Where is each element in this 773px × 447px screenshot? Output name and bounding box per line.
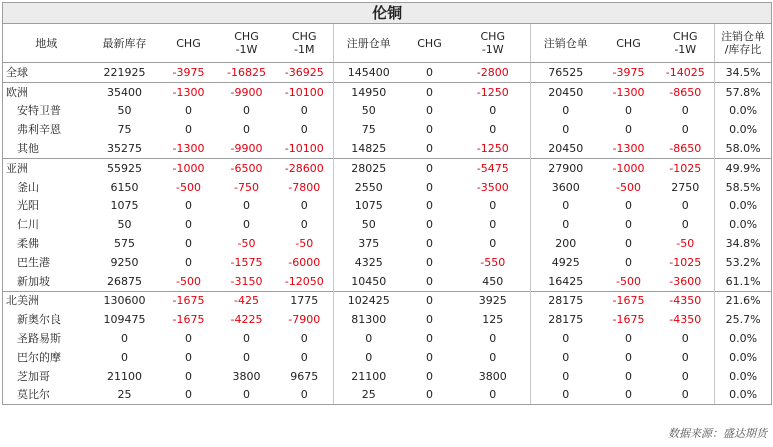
table-row <box>3 102 772 121</box>
value-cell: 0 <box>426 104 433 118</box>
value-cell: 0 <box>121 332 128 346</box>
value-cell: 0 <box>426 274 433 288</box>
value-cell: -1250 <box>456 139 531 158</box>
value-cell: 0 <box>243 199 250 213</box>
region-cell: 其他 <box>3 139 90 158</box>
value-cell: 0 <box>365 332 373 346</box>
value-cell: 0 <box>657 386 715 405</box>
column-header: 注销仓单 /库存比 <box>715 24 772 63</box>
value-cell: 0 <box>601 386 657 405</box>
table-row <box>3 329 772 348</box>
value-cell: -1300 <box>172 142 205 156</box>
column-header: CHG -1W <box>456 24 531 63</box>
value-cell: 0 <box>218 386 276 405</box>
table-row <box>3 82 772 101</box>
value-cell: 0.0% <box>715 348 772 367</box>
value-cell: 0 <box>625 104 632 118</box>
value-cell: -6000 <box>276 253 334 272</box>
value-cell: 0 <box>562 104 570 118</box>
value-cell: -4225 <box>230 313 263 327</box>
value-cell: 0 <box>657 367 715 386</box>
value-cell: 0 <box>243 218 250 232</box>
region-cell: 新奥尔良 <box>3 310 90 329</box>
value-cell: -1675 <box>601 291 657 310</box>
header-row <box>3 24 772 63</box>
value-cell: -1300 <box>160 82 218 101</box>
value-cell: -50 <box>276 234 334 253</box>
value-cell: 16425 <box>548 274 584 288</box>
table-row <box>3 197 772 216</box>
value-cell: 27900 <box>531 158 601 177</box>
value-cell: 375 <box>358 237 380 251</box>
value-cell: -10100 <box>276 139 334 158</box>
value-cell: 0 <box>657 329 715 348</box>
value-cell: 21100 <box>351 369 387 383</box>
value-cell: 3800 <box>456 367 531 386</box>
value-cell: 0 <box>276 197 334 216</box>
value-cell: -10100 <box>276 82 334 101</box>
value-cell: 0 <box>456 120 531 139</box>
value-cell: -7800 <box>276 178 334 197</box>
value-cell: -3600 <box>657 272 715 291</box>
value-cell: 0 <box>404 291 456 310</box>
region-cell: 莫比尔 <box>3 386 90 405</box>
data-source-note: 数据来源：盛达期货 <box>668 427 767 440</box>
value-cell: 130600 <box>90 291 160 310</box>
column-header: CHG -1M <box>276 24 334 63</box>
value-cell: 0 <box>456 215 531 234</box>
value-cell: 49.9% <box>715 158 772 177</box>
value-cell: 0 <box>562 218 570 232</box>
value-cell: 2550 <box>354 180 383 194</box>
value-cell: 76525 <box>531 63 601 83</box>
table-row <box>3 348 772 367</box>
value-cell: 0 <box>426 350 433 364</box>
value-cell: 0 <box>243 104 250 118</box>
value-cell: -3975 <box>160 63 218 83</box>
value-cell: 0 <box>657 102 715 121</box>
region-cell: 柔佛 <box>3 234 90 253</box>
column-header: 注册仓单 <box>334 24 404 63</box>
value-cell: 0 <box>625 255 632 269</box>
table-body <box>3 63 772 405</box>
value-cell: 0 <box>276 348 334 367</box>
value-cell: 0 <box>185 237 192 251</box>
value-cell: 28175 <box>531 291 601 310</box>
value-cell: 75 <box>117 123 132 137</box>
value-cell: -1250 <box>456 82 531 101</box>
value-cell: 0.0% <box>715 197 772 216</box>
value-cell: 81300 <box>351 313 387 327</box>
value-cell: 0 <box>185 218 192 232</box>
value-cell: 58.0% <box>715 139 772 158</box>
column-header: 注销仓单 <box>531 24 601 63</box>
value-cell: -50 <box>657 234 715 253</box>
table-row <box>3 291 772 310</box>
value-cell: 0 <box>426 313 433 327</box>
value-cell: -1575 <box>230 255 263 269</box>
value-cell: 125 <box>456 310 531 329</box>
value-cell: 0 <box>625 199 632 213</box>
value-cell: -4350 <box>657 310 715 329</box>
column-header: CHG <box>160 24 218 63</box>
value-cell: 450 <box>456 272 531 291</box>
value-cell: -1675 <box>612 313 645 327</box>
value-cell: -12050 <box>276 272 334 291</box>
value-cell: -1000 <box>160 158 218 177</box>
value-cell: 0 <box>185 123 192 137</box>
table-row <box>3 178 772 197</box>
value-cell: 0 <box>404 386 456 405</box>
column-header: 最新库存 <box>90 24 160 63</box>
value-cell: 34.5% <box>715 63 772 83</box>
value-cell: 0 <box>625 218 632 232</box>
region-cell: 芝加哥 <box>3 367 90 386</box>
value-cell: 10450 <box>351 274 387 288</box>
region-cell: 圣路易斯 <box>3 329 90 348</box>
value-cell: 0 <box>404 63 456 83</box>
region-cell: 全球 <box>3 63 90 83</box>
value-cell: -8650 <box>657 82 715 101</box>
value-cell: 1075 <box>354 199 383 213</box>
value-cell: 0 <box>625 123 632 137</box>
value-cell: -5475 <box>456 158 531 177</box>
value-cell: -8650 <box>657 139 715 158</box>
value-cell: 0 <box>426 332 433 346</box>
table-row <box>3 367 772 386</box>
value-cell: 0 <box>185 332 192 346</box>
value-cell: 102425 <box>334 291 404 310</box>
value-cell: 221925 <box>90 63 160 83</box>
value-cell: 0 <box>562 123 570 137</box>
value-cell: 2750 <box>657 178 715 197</box>
value-cell: 0 <box>365 350 373 364</box>
value-cell: -500 <box>176 180 201 194</box>
table-row <box>3 139 772 158</box>
value-cell: -14025 <box>657 63 715 83</box>
value-cell: 20450 <box>548 142 584 156</box>
value-cell: 0 <box>456 348 531 367</box>
copper-inventory-table <box>2 2 772 405</box>
value-cell: 4925 <box>551 255 580 269</box>
region-cell: 仁川 <box>3 215 90 234</box>
value-cell: 50 <box>117 104 132 118</box>
value-cell: 0 <box>185 350 192 364</box>
value-cell: 0 <box>562 350 570 364</box>
value-cell: 0 <box>426 237 433 251</box>
value-cell: -2800 <box>456 63 531 83</box>
value-cell: 0 <box>562 369 570 383</box>
value-cell: 20450 <box>531 82 601 101</box>
value-cell: 28025 <box>334 158 404 177</box>
region-cell: 安特卫普 <box>3 102 90 121</box>
value-cell: -1000 <box>601 158 657 177</box>
value-cell: 0 <box>657 215 715 234</box>
table-row <box>3 120 772 139</box>
value-cell: 14825 <box>351 142 387 156</box>
value-cell: 0 <box>276 329 334 348</box>
value-cell: -3500 <box>456 178 531 197</box>
value-cell: 14950 <box>334 82 404 101</box>
value-cell: 0 <box>185 199 192 213</box>
value-cell: -4350 <box>657 291 715 310</box>
table-row <box>3 63 772 83</box>
value-cell: 200 <box>555 237 577 251</box>
value-cell: 55925 <box>90 158 160 177</box>
value-cell: -7900 <box>276 310 334 329</box>
value-cell: 0 <box>625 350 632 364</box>
region-cell: 北美洲 <box>3 291 90 310</box>
value-cell: -425 <box>218 291 276 310</box>
value-cell: 0.0% <box>715 102 772 121</box>
value-cell: -1300 <box>601 82 657 101</box>
value-cell: 0 <box>243 123 250 137</box>
value-cell: -16825 <box>218 63 276 83</box>
value-cell: 50 <box>117 218 132 232</box>
value-cell: 0.0% <box>715 120 772 139</box>
value-cell: 109475 <box>103 313 146 327</box>
value-cell: 0 <box>426 255 433 269</box>
value-cell: 0 <box>426 180 433 194</box>
value-cell: 0 <box>426 218 433 232</box>
value-cell: 0 <box>625 332 632 346</box>
value-cell: 28175 <box>548 313 584 327</box>
column-header: CHG <box>404 24 456 63</box>
value-cell: 0 <box>531 386 601 405</box>
value-cell: 0 <box>404 82 456 101</box>
value-cell: -1675 <box>160 291 218 310</box>
value-cell: 58.5% <box>715 178 772 197</box>
value-cell: 6150 <box>110 180 139 194</box>
table-row <box>3 272 772 291</box>
value-cell: 0 <box>456 197 531 216</box>
value-cell: -3975 <box>601 63 657 83</box>
value-cell: -1675 <box>172 313 205 327</box>
value-cell: 0 <box>426 199 433 213</box>
value-cell: 61.1% <box>715 272 772 291</box>
value-cell: 3800 <box>232 369 261 383</box>
value-cell: -500 <box>176 274 201 288</box>
value-cell: 0 <box>160 386 218 405</box>
value-cell: 0 <box>562 199 570 213</box>
value-cell: 0 <box>404 158 456 177</box>
value-cell: 0 <box>121 350 128 364</box>
region-cell: 巴生港 <box>3 253 90 272</box>
value-cell: 0 <box>185 104 192 118</box>
value-cell: 0 <box>456 329 531 348</box>
value-cell: 1075 <box>110 199 139 213</box>
value-cell: -500 <box>616 274 641 288</box>
value-cell: 50 <box>361 104 376 118</box>
value-cell: 3925 <box>456 291 531 310</box>
region-cell: 弗利辛恩 <box>3 120 90 139</box>
value-cell: 34.8% <box>715 234 772 253</box>
value-cell: 0 <box>276 120 334 139</box>
value-cell: 0 <box>657 120 715 139</box>
value-cell: 21100 <box>107 369 142 383</box>
value-cell: 0 <box>243 332 250 346</box>
value-cell: 0 <box>276 102 334 121</box>
value-cell: 0 <box>456 234 531 253</box>
value-cell: 0 <box>657 348 715 367</box>
value-cell: 0 <box>185 369 192 383</box>
table-row <box>3 310 772 329</box>
value-cell: 25.7% <box>715 310 772 329</box>
table-row <box>3 234 772 253</box>
value-cell: 0 <box>562 332 570 346</box>
value-cell: 0.0% <box>715 386 772 405</box>
value-cell: 35400 <box>90 82 160 101</box>
value-cell: -550 <box>456 253 531 272</box>
value-cell: 0 <box>276 386 334 405</box>
value-cell: -9900 <box>230 142 263 156</box>
column-header: CHG <box>601 24 657 63</box>
value-cell: 0.0% <box>715 329 772 348</box>
value-cell: 26875 <box>107 274 142 288</box>
value-cell: 0.0% <box>715 367 772 386</box>
value-cell: 4325 <box>354 255 383 269</box>
value-cell: -9900 <box>218 82 276 101</box>
table-row <box>3 253 772 272</box>
value-cell: 0 <box>625 369 632 383</box>
table-row <box>3 158 772 177</box>
value-cell: -6500 <box>218 158 276 177</box>
value-cell: 75 <box>361 123 376 137</box>
region-cell: 釜山 <box>3 178 90 197</box>
column-header: CHG -1W <box>657 24 715 63</box>
region-cell: 光阳 <box>3 197 90 216</box>
value-cell: -3150 <box>230 274 263 288</box>
value-cell: 50 <box>361 218 376 232</box>
value-cell: 53.2% <box>715 253 772 272</box>
table-row <box>3 386 772 405</box>
column-header: CHG -1W <box>218 24 276 63</box>
value-cell: 0 <box>426 369 433 383</box>
value-cell: 25 <box>90 386 160 405</box>
column-header-region: 地域 <box>3 24 90 63</box>
table-row <box>3 215 772 234</box>
value-cell: 0 <box>657 197 715 216</box>
value-cell: -1300 <box>612 142 645 156</box>
value-cell: 0 <box>243 350 250 364</box>
value-cell: -750 <box>234 180 259 194</box>
value-cell: 57.8% <box>715 82 772 101</box>
value-cell: 9675 <box>276 367 334 386</box>
value-cell: 9250 <box>110 255 139 269</box>
value-cell: 0.0% <box>715 215 772 234</box>
value-cell: 35275 <box>107 142 142 156</box>
region-cell: 新加坡 <box>3 272 90 291</box>
region-cell: 亚洲 <box>3 158 90 177</box>
value-cell: 0 <box>625 237 632 251</box>
value-cell: 145400 <box>334 63 404 83</box>
region-cell: 巴尔的摩 <box>3 348 90 367</box>
value-cell: 0 <box>456 386 531 405</box>
value-cell: -50 <box>237 237 256 251</box>
value-cell: 0 <box>456 102 531 121</box>
value-cell: 21.6% <box>715 291 772 310</box>
value-cell: -500 <box>616 180 641 194</box>
value-cell: 1775 <box>276 291 334 310</box>
region-cell: 欧洲 <box>3 82 90 101</box>
value-cell: -1025 <box>657 158 715 177</box>
table-title: 伦铜 <box>3 3 772 24</box>
value-cell: -36925 <box>276 63 334 83</box>
value-cell: -1025 <box>657 253 715 272</box>
value-cell: 0 <box>426 142 433 156</box>
value-cell: 0 <box>185 255 192 269</box>
value-cell: 0 <box>276 215 334 234</box>
value-cell: 3600 <box>551 180 580 194</box>
value-cell: 25 <box>334 386 404 405</box>
value-cell: 0 <box>426 123 433 137</box>
value-cell: -28600 <box>276 158 334 177</box>
value-cell: 575 <box>114 237 135 251</box>
